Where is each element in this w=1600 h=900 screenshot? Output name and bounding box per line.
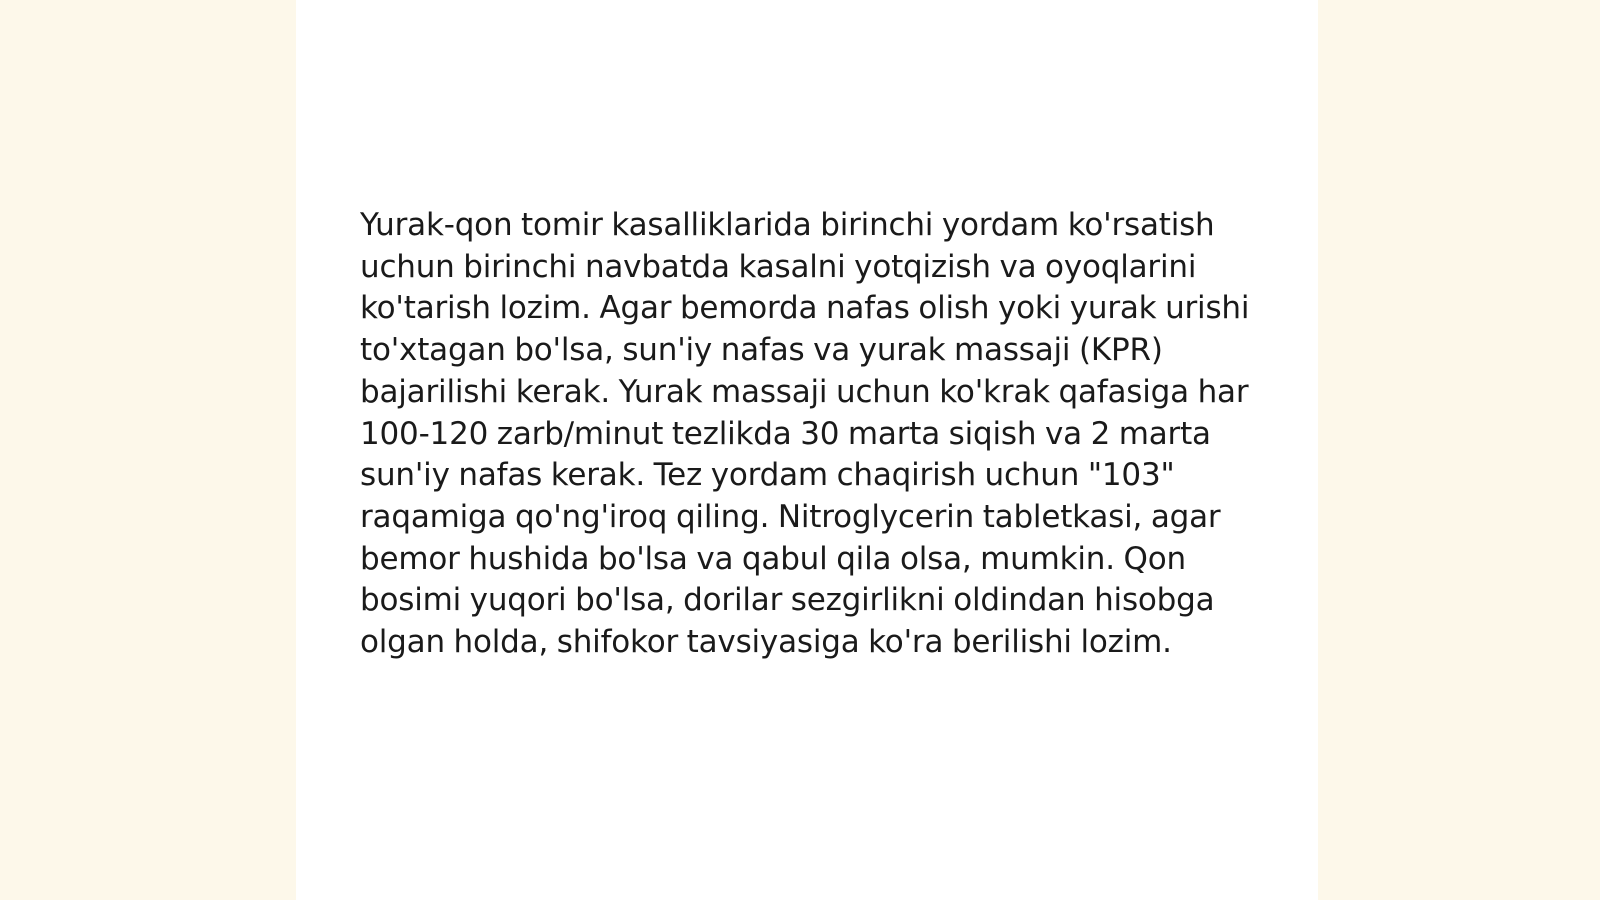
document-page — [296, 0, 1318, 900]
body-paragraph: Yurak-qon tomir kasalliklarida birinchi yordam ko'rsatish uchun birinchi navbatda kasalni yotqizish va oyoqlarini ko'tarish lozim. Agar bemorda nafas olish yoki yurak urishi to'xtagan bo'lsa, sun'iy nafas va yurak massaji (KPR) bajarilishi kerak. Yurak massaji uchun ko'krak qafasiga har 100-120 zarb/minut tezlikda 30 marta siqish va 2 marta sun'iy nafas kerak. Tez yordam chaqirish uchun "103" raqamiga qo'ng'iroq qiling. Nitroglycerin tabletkasi, agar bemor hushida bo'lsa va qabul qila olsa, mumkin. Qon bosimi yuqori bo'lsa, dorilar sezgirlikni oldindan hisobga olgan holda, shifokor tavsiyasiga ko'ra berilishi lozim. — [360, 207, 1250, 661]
